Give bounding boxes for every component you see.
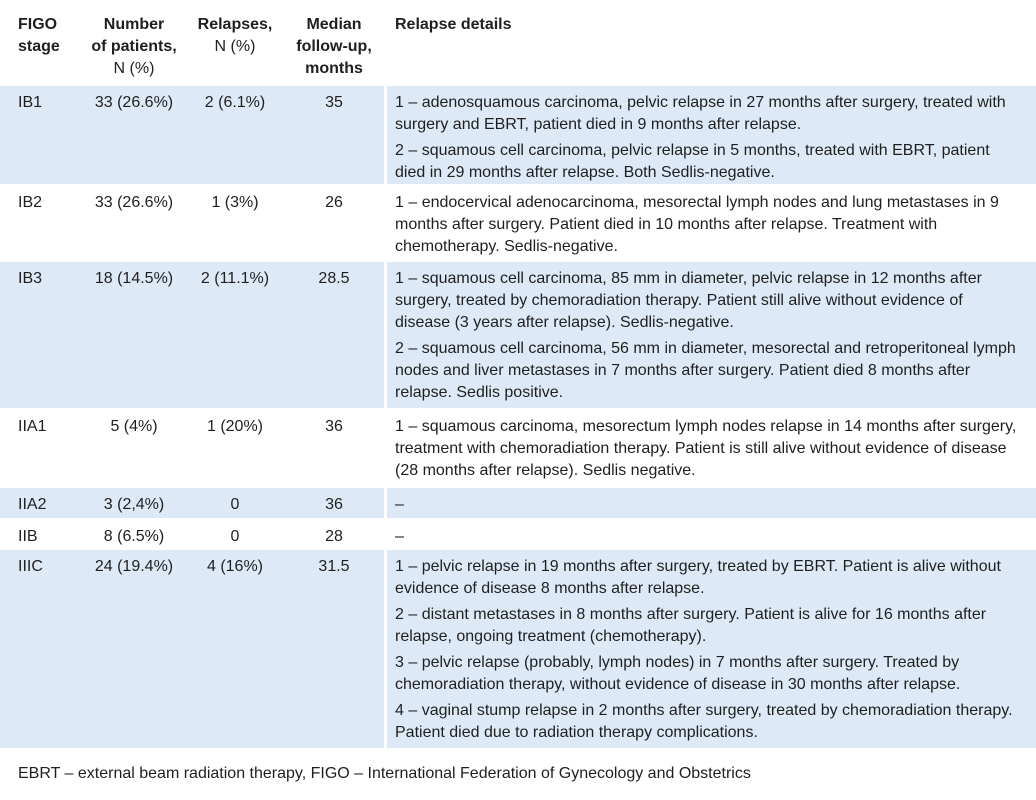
cell-stage: IIIC [18,558,43,575]
relapse-detail-item: 1 – endocervical adenocarcinoma, mesorectal lymph nodes and lung metastases in 9 months after surgery. Patient died in 10 months after relapse. Treatment with chemotherapy. Sedlis-negative. [395,194,999,255]
cell-relapses: 0 [230,496,240,513]
table-row [0,520,1036,548]
cell-followup: 26 [325,194,343,211]
column-divider [384,520,387,548]
header-stage: FIGO stage [18,16,60,55]
cell-relapses: 1 (20%) [206,418,264,435]
header-relapses: Relapses, N (%) [197,16,273,55]
header-details: Relapse details [395,16,512,33]
cell-details [395,192,1020,262]
cell-followup: 35 [325,94,343,111]
relapse-detail-item: 4 – vaginal stump relapse in 2 months after surgery, treated by chemoradiation therapy. Patient died due to radiation therapy complications. [395,702,1013,741]
cell-patients: 8 (6.5%) [103,528,165,545]
cell-details [395,268,1020,408]
cell-details [395,416,1020,486]
cell-patients: 18 (14.5%) [94,270,174,287]
cell-stage: IB3 [18,270,43,287]
cell-relapses: 0 [230,528,240,545]
relapse-detail-item: 1 – squamous carcinoma, mesorectum lymph nodes relapse in 14 months after surgery, treatment with chemoradiation therapy. Patient is still alive without evidence of disease (28 months after relapse). Sedlis negative. [395,418,1017,479]
table-row [0,86,1036,184]
column-divider [384,410,387,486]
relapse-detail-item: – [395,528,404,545]
cell-stage: IB2 [18,194,43,211]
relapse-detail-item: 1 – pelvic relapse in 19 months after surgery, treated by EBRT. Patient is alive without evidence of disease 8 months after relapse. [395,558,1001,597]
header-patients: Number of patients, N (%) [91,16,177,77]
cell-details [395,526,1020,552]
cell-details [395,494,1020,520]
relapse-detail-item: 2 – distant metastases in 8 months after surgery. Patient is alive for 16 months after relapse, ongoing treatment (chemotherapy). [395,606,987,645]
cell-relapses: 2 (11.1%) [200,270,270,287]
column-divider [384,550,387,748]
relapse-detail-item: 1 – adenosquamous carcinoma, pelvic relapse in 27 months after surgery, treated with surgery and EBRT, patient died in 9 months after relapse. [395,94,1006,133]
column-divider [384,186,387,262]
cell-details [395,556,1020,748]
cell-followup: 36 [325,496,343,513]
cell-followup: 31.5 [318,558,350,575]
cell-patients: 3 (2,4%) [103,496,165,513]
table-row [0,262,1036,408]
relapse-detail-item: – [395,496,404,513]
cell-patients: 24 (19.4%) [94,558,174,575]
cell-patients: 33 (26.6%) [94,94,174,111]
relapse-detail-item: 2 – squamous cell carcinoma, 56 mm in diameter, mesorectal and retroperitoneal lymph nodes and liver metastases in 7 months after surgery. Patient died 8 months after relapse. Sedlis positive. [395,340,1016,401]
cell-followup: 36 [325,418,343,435]
column-divider [384,488,387,518]
cell-followup: 28.5 [318,270,350,287]
cell-relapses: 2 (6.1%) [204,94,266,111]
table-row [0,488,1036,518]
cell-stage: IIA2 [18,496,47,513]
cell-stage: IIA1 [18,418,47,435]
cell-patients: 33 (26.6%) [94,194,174,211]
table-footnote: EBRT – external beam radiation therapy, FIGO – International Federation of Gynecology and Obstetrics [18,765,751,782]
cell-details [395,92,1020,188]
table-row [0,410,1036,486]
relapse-detail-item: 3 – pelvic relapse (probably, lymph nodes) in 7 months after surgery. Treated by chemoradiation therapy, without evidence of disease in 30 months after relapse. [395,654,961,693]
column-divider [384,86,387,184]
cell-patients: 5 (4%) [110,418,158,435]
relapse-detail-item: 2 – squamous cell carcinoma, pelvic relapse in 5 months, treated with EBRT, patient died in 29 months after relapse. Both Sedlis-negative. [395,142,990,181]
cell-stage: IB1 [18,94,43,111]
cell-relapses: 1 (3%) [211,194,259,211]
table-row [0,550,1036,748]
header-followup: Median follow-up, months [296,16,372,77]
cell-followup: 28 [325,528,343,545]
relapse-detail-item: 1 – squamous cell carcinoma, 85 mm in diameter, pelvic relapse in 12 months after surgery, treated by chemoradiation therapy. Patient still alive without evidence of disease (3 years after relapse). Sedlis-negative. [395,270,982,331]
cell-stage: IIB [18,528,38,545]
column-divider [384,262,387,408]
table-row [0,186,1036,262]
cell-relapses: 4 (16%) [206,558,264,575]
